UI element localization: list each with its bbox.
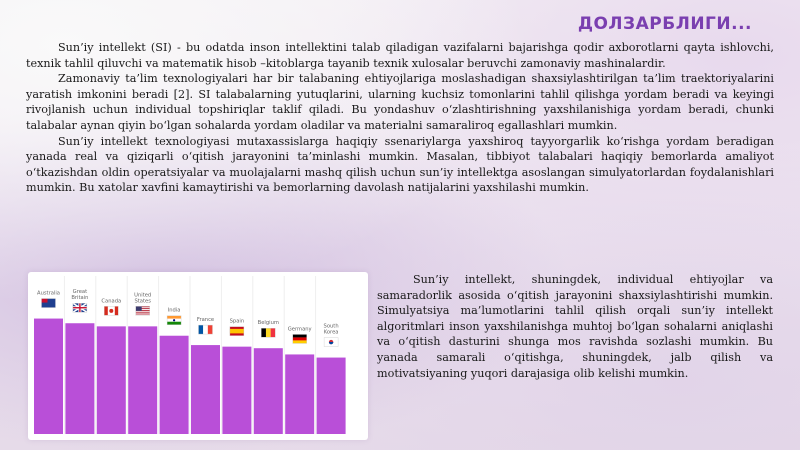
germany-flag-icon (293, 334, 307, 343)
france-flag-icon (199, 325, 213, 334)
category-label-5: France (196, 317, 215, 324)
bar-7 (254, 348, 283, 434)
category-label-7: Belgium (257, 320, 279, 327)
canada-flag-icon (104, 306, 118, 315)
category-label-6: Spain (229, 318, 245, 325)
india-flag-icon (167, 316, 181, 325)
category-label-3: States (134, 298, 151, 305)
bar-1 (65, 323, 94, 434)
category-label-1: Great (72, 289, 88, 296)
australia-flag-icon (42, 299, 56, 308)
category-label-0: Australia (37, 290, 60, 297)
bar-6 (222, 347, 251, 434)
intro-paragraph-2: Zamonaviy ta’lim texnologiyalari har bir talabaning ehtiyojlariga moslashadigan shaxsiylashtirilgan ta’lim traektoriyalarini yaratish imkonini beradi [2]. SI talabalarning yutuqlarini, ularning kuchsiz tomonlarini tahlil qilishga yordam beradi va keyingi rivojlanish uchun individual topshiriqlar taklif qiladi. Bu yondashuv o‘zlashtirishning yaxshilanishiga yordam beradi, chunki talabalar aynan qiyin bo‘lgan sohalarda yordam oladilar va materialni samaraliroq egallashlari mumkin. (26, 72, 774, 132)
side-paragraph: Sun’iy intellekt, shuningdek, individual ehtiyojlar va samaradorlik asosida o‘qitish jarayonini shaxsiylashtirishi mumkin. Simulyatsiya ma’lumotlarini tahlil qilish orqali sun’iy intellekt algoritmlari inson yaxshilanishga muhtoj bo‘lgan sohalarni aniqlashi va o‘qitish dasturini shunga mos ravishda sozlashi mumkin. Bu yanada samarali o‘qitishga, shuningdek, jalb qilish va motivatsiyaning yuqori darajasiga olib kelishi mumkin. (377, 273, 773, 380)
bar-2 (97, 326, 126, 434)
category-label-4: India (167, 307, 181, 314)
bar-8 (285, 354, 314, 434)
uk-flag-icon (73, 303, 87, 312)
intro-text (26, 40, 774, 196)
ai-adoption-chart (28, 272, 368, 440)
category-label-3: United (134, 292, 152, 299)
south-korea-flag-icon (324, 338, 338, 347)
spain-flag-icon (230, 327, 244, 336)
page-title: ДОЛЗАРБЛИГИ... (577, 14, 752, 34)
category-label-8: Germany (287, 326, 312, 333)
intro-paragraph-3: Sun’iy intellekt texnologiyasi mutaxassislarga haqiqiy ssenariylarga yaxshiroq tayyorgarlik ko‘rishga yordam beradigan yanada real va qiziqarli o‘qitish jarayonini ta’minlashi mumkin. Masalan, tibbiyot talabalari haqiqiy bemorlarda amaliyot o‘tkazishdan oldin operatsiyalar va muolajalarni mashq qilish uchun sun’iy intellektga asoslangan simulyatorlardan foydalanishlari mumkin. Bu xatolar xavfini kamaytirishi va bemorlarning davolash natijalarini yaxshilashi mumkin. (26, 134, 774, 195)
category-label-2: Canada (101, 298, 122, 305)
bar-9 (317, 358, 346, 434)
category-label-9: Korea (323, 329, 339, 336)
us-flag-icon (136, 306, 150, 315)
category-label-9: South (323, 323, 339, 330)
intro-paragraph-1: Sun’iy intellekt (SI) - bu odatda inson intellektini talab qiladigan vazifalarni bajarishga qodir axborotlarni qayta ishlovchi, texnik tahlil qiluvchi va matematik hisob –kitoblarga tayanib texnik xulosalar beruvchi zamonaviy mashinalardir. (26, 41, 774, 70)
bar-4 (160, 336, 189, 434)
bar-0 (34, 319, 63, 434)
side-text (377, 272, 773, 381)
category-label-1: Britain (71, 295, 89, 302)
bar-3 (128, 326, 157, 434)
chart-canvas (28, 272, 368, 440)
belgium-flag-icon (261, 328, 275, 337)
bar-5 (191, 345, 220, 434)
